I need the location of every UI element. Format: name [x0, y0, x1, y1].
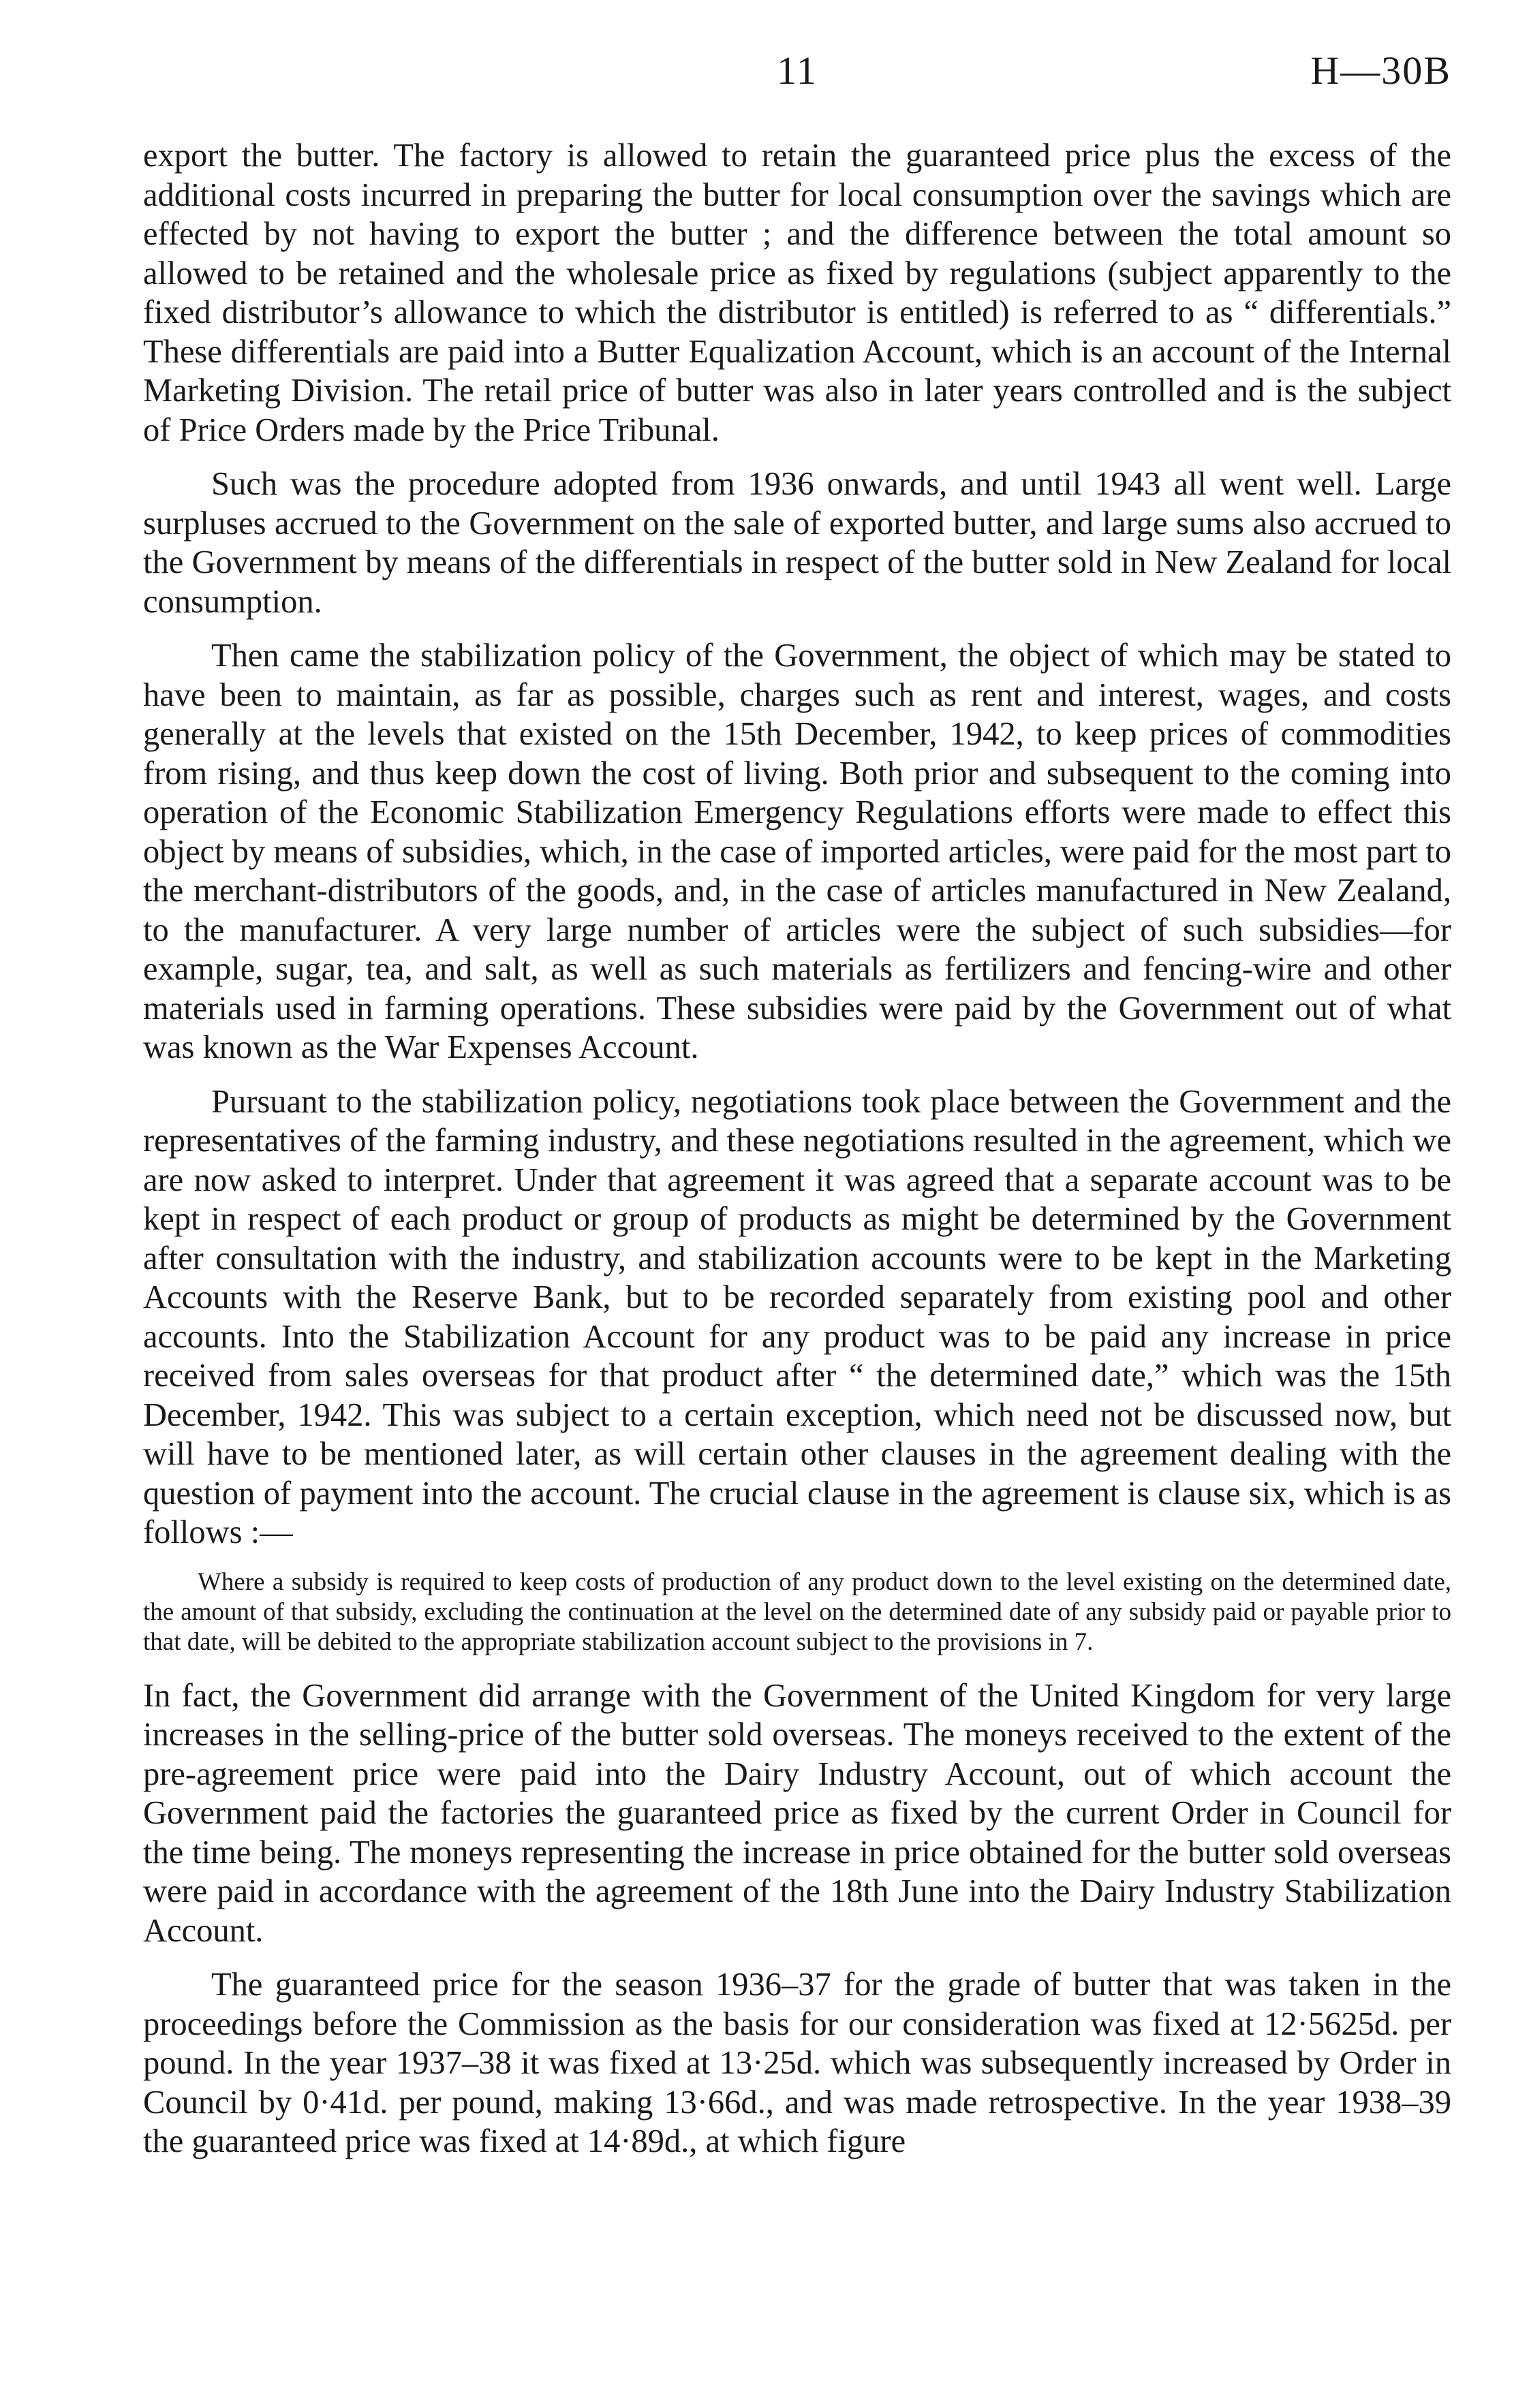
paragraph-continued: export the butter. The factory is allowed to retain the guaranteed price plus the excess of the additional costs incurred in preparing the butter for local consumption over the savings which are effected by not having to export the butter ; and the difference between the total amount so allowed to be retained and the wholesale price as fixed by regulations (subject apparently to the fixed distributor’s allowance to which the distributor is entitled) is referred to as “ differentials.” These differentials are paid into a Butter Equalization Account, which is an account of the Internal Marketing Division. The retail price of butter was also in later years controlled and is the subject of Price Orders made by the Price Tribunal. — [143, 138, 1451, 448]
body-text — [143, 136, 1451, 2176]
quoted-clause: Where a subsidy is required to keep costs of production of any product down to the level existing on the determined date, the amount of that subsidy, excluding the continuation at the level on the determined date of any subsidy paid or payable prior to that date, will be debited to the appropriate stabilization account subject to the provisions in 7. — [143, 1567, 1451, 1656]
paragraph: In fact, the Government did arrange with the Government of the United Kingdom for very large increases in the selling-price of the butter sold overseas. The moneys received to the extent of the pre-agreement price were paid into the Dairy Industry Account, out of which account the Government paid the factories the guaranteed price as fixed by the current Order in Council for the time being. The moneys representing the increase in price obtained for the butter sold overseas were paid in accordance with the agreement of the 18th June into the Dairy Industry Stabilization Account. — [143, 1677, 1451, 1949]
paragraph: Then came the stabilization policy of the Government, the object of which may be stated to have been to maintain, as far as possible, charges such as rent and interest, wages, and costs generally at the levels that existed on the 15th December, 1942, to keep prices of commodities from rising, and thus keep down the cost of living. Both prior and subsequent to the coming into operation of the Economic Stabilization Emergency Regulations efforts were made to effect this object by means of subsidies, which, in the case of imported articles, were paid for the most part to the merchant-distributors of the goods, and, in the case of articles manufactured in New Zealand, to the manufacturer. A very large number of articles were the subject of such subsidies—for example, sugar, tea, and salt, as well as such materials as fertilizers and fencing-wire and other materials used in farming operations. These subsidies were paid by the Government out of what was known as the War Expenses Account. — [143, 638, 1451, 1065]
page-number: 11 — [777, 48, 818, 93]
paragraph: Pursuant to the stabilization policy, negotiations took place between the Government and the representatives of the farming industry, and these negotiations resulted in the agreement, which we are now asked to interpret. Under that agreement it was agreed that a separate account was to be kept in respect of each product or group of products as might be determined by the Government after consultation with the industry, and stabilization accounts were to be kept in the Marketing Accounts with the Reserve Bank, but to be recorded separately from existing pool and other accounts. Into the Stabilization Account for any product was to be paid any increase in price received from sales overseas for that product after “ the determined date,” which was the 15th December, 1942. This was subject to a certain exception, which need not be discussed now, but will have to be mentioned later, as will certain other clauses in the agreement dealing with the question of payment into the account. The crucial clause in the agreement is clause six, which is as follows :— — [143, 1083, 1451, 1550]
paragraph: Such was the procedure adopted from 1936 onwards, and until 1943 all went well. Large surpluses accrued to the Government on the sale of exported butter, and large sums also accrued to the Government by means of the differentials in respect of the butter sold in New Zealand for local consumption. — [143, 466, 1451, 620]
document-reference: H—30B — [1310, 48, 1451, 93]
paragraph: The guaranteed price for the season 1936–37 for the grade of butter that was taken in the proceedings before the Commission as the basis for our consideration was fixed at 12·5625d. per pound. In the year 1937–38 it was fixed at 13·25d. which was subsequently increased by Order in Council by 0·41d. per pound, making 13·66d., and was made retrospective. In the year 1938–39 the guaranteed price was fixed at 14·89d., at which figure — [143, 1967, 1451, 2159]
page-header — [143, 48, 1451, 102]
